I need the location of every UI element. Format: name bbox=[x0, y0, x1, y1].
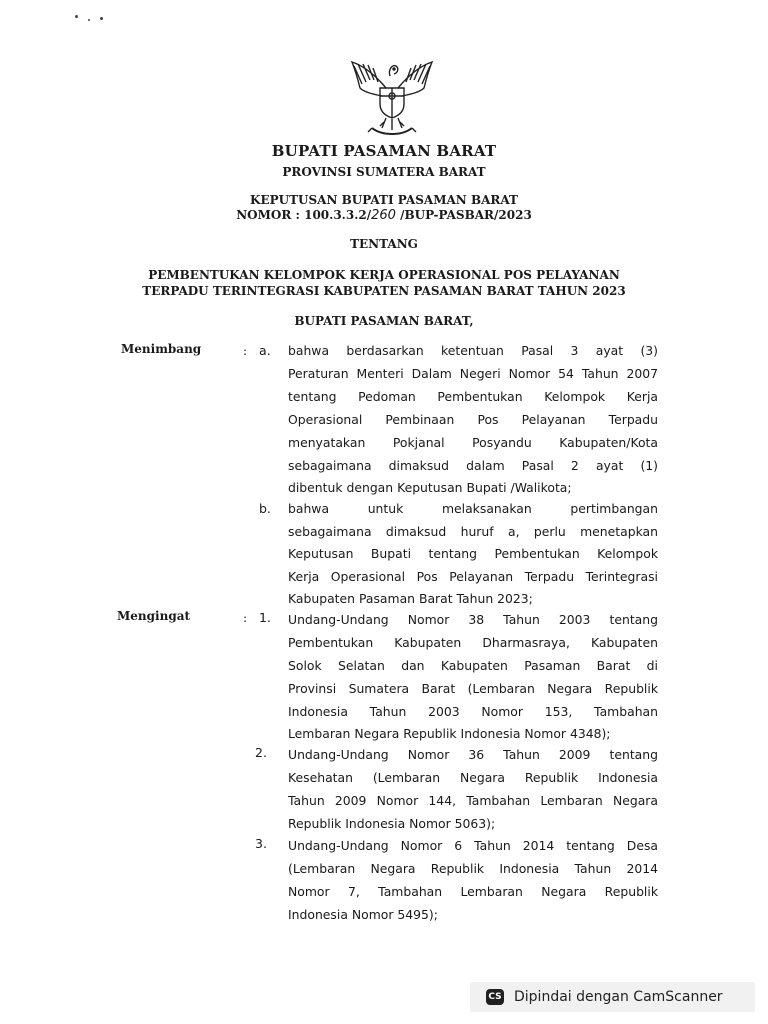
mengingat-1-line: Solok Selatan dan Kabupaten Pasaman Barat di bbox=[288, 658, 658, 673]
menimbang-b-line: Keputusan Bupati tentang Pembentukan Kelompok bbox=[288, 546, 658, 561]
bupati-heading: BUPATI PASAMAN BARAT, bbox=[294, 314, 474, 328]
mengingat-2-line: Republik Indonesia Nomor 5063); bbox=[288, 816, 496, 831]
menimbang-colon: : bbox=[243, 344, 248, 358]
menimbang-a-line: tentang Pedoman Pembentukan Kelompok Kerja bbox=[288, 389, 658, 404]
mengingat-2-line: Kesehatan (Lembaran Negara Republik Indonesia bbox=[288, 770, 658, 785]
decree-number bbox=[0, 208, 768, 223]
mengingat-1-line: Undang-Undang Nomor 38 Tahun 2003 tentang bbox=[288, 612, 658, 627]
menimbang-a-line: sebagaimana dimaksud dalam Pasal 2 ayat (1) bbox=[288, 458, 658, 473]
decree-number-prefix: NOMOR : 100.3.3.2/ bbox=[236, 208, 372, 222]
decree-number-suffix: /BUP-PASBAR/2023 bbox=[395, 208, 532, 222]
menimbang-b-line: bahwa untuk melaksanakan pertimbangan bbox=[288, 501, 658, 516]
mengingat-marker-3: 3. bbox=[255, 836, 267, 851]
mengingat-marker-1: 1. bbox=[259, 610, 271, 625]
decree-number-handwritten: 260 bbox=[371, 208, 396, 223]
menimbang-a-line: Operasional Pembinaan Pos Pelayanan Terpadu bbox=[288, 412, 658, 427]
mengingat-1-line: Indonesia Tahun 2003 Nomor 153, Tambahan bbox=[288, 704, 658, 719]
subject-line-1: PEMBENTUKAN KELOMPOK KERJA OPERASIONAL POS PELAYANAN bbox=[148, 268, 620, 282]
camscanner-text: Dipindai dengan CamScanner bbox=[514, 989, 723, 1005]
mengingat-3-line: Indonesia Nomor 5495); bbox=[288, 907, 438, 922]
scan-speck bbox=[75, 15, 78, 18]
mengingat-1-line: Lembaran Negara Republik Indonesia Nomor 4348); bbox=[288, 726, 611, 741]
mengingat-marker-2: 2. bbox=[255, 745, 267, 760]
garuda-pancasila-emblem bbox=[346, 58, 438, 138]
scan-speck bbox=[88, 19, 90, 21]
mengingat-1-line: Provinsi Sumatera Barat (Lembaran Negara Republik bbox=[288, 681, 658, 696]
decree-title: KEPUTUSAN BUPATI PASAMAN BARAT bbox=[250, 193, 518, 207]
mengingat-2-line: Tahun 2009 Nomor 144, Tambahan Lembaran Negara bbox=[288, 793, 658, 808]
page-title: BUPATI PASAMAN BARAT bbox=[271, 142, 497, 160]
menimbang-b-line: sebagaimana dimaksud huruf a, perlu menetapkan bbox=[288, 524, 658, 539]
mengingat-3-line: Nomor 7, Tambahan Lembaran Negara Republik bbox=[288, 884, 658, 899]
mengingat-label: Mengingat bbox=[117, 609, 191, 623]
menimbang-a-line: Peraturan Menteri Dalam Negeri Nomor 54 Tahun 2007 bbox=[288, 366, 658, 381]
mengingat-2-line: Undang-Undang Nomor 36 Tahun 2009 tentang bbox=[288, 747, 658, 762]
mengingat-1-line: Pembentukan Kabupaten Dharmasraya, Kabupaten bbox=[288, 635, 658, 650]
menimbang-label: Menimbang bbox=[121, 342, 202, 356]
subject-line-2: TERPADU TERINTEGRASI KABUPATEN PASAMAN BARAT TAHUN 2023 bbox=[142, 284, 626, 298]
province-name: PROVINSI SUMATERA BARAT bbox=[282, 165, 486, 179]
menimbang-marker-a: a. bbox=[259, 343, 271, 358]
mengingat-3-line: (Lembaran Negara Republik Indonesia Tahun 2014 bbox=[288, 861, 658, 876]
mengingat-3-line: Undang-Undang Nomor 6 Tahun 2014 tentang Desa bbox=[288, 838, 658, 853]
menimbang-marker-b: b. bbox=[259, 501, 271, 516]
camscanner-icon: CS bbox=[486, 989, 504, 1005]
menimbang-a-line: menyatakan Pokjanal Posyandu Kabupaten/Kota bbox=[288, 435, 658, 450]
tentang-heading: TENTANG bbox=[350, 237, 418, 251]
camscanner-badge bbox=[470, 982, 755, 1012]
mengingat-colon: : bbox=[243, 611, 248, 625]
menimbang-b-line: Kerja Operasional Pos Pelayanan Terpadu Terintegrasi bbox=[288, 569, 658, 584]
menimbang-a-line: dibentuk dengan Keputusan Bupati /Walikota; bbox=[288, 480, 572, 495]
menimbang-a-line: bahwa berdasarkan ketentuan Pasal 3 ayat (3) bbox=[288, 343, 658, 358]
menimbang-b-line: Kabupaten Pasaman Barat Tahun 2023; bbox=[288, 591, 533, 606]
scan-speck bbox=[100, 17, 103, 20]
